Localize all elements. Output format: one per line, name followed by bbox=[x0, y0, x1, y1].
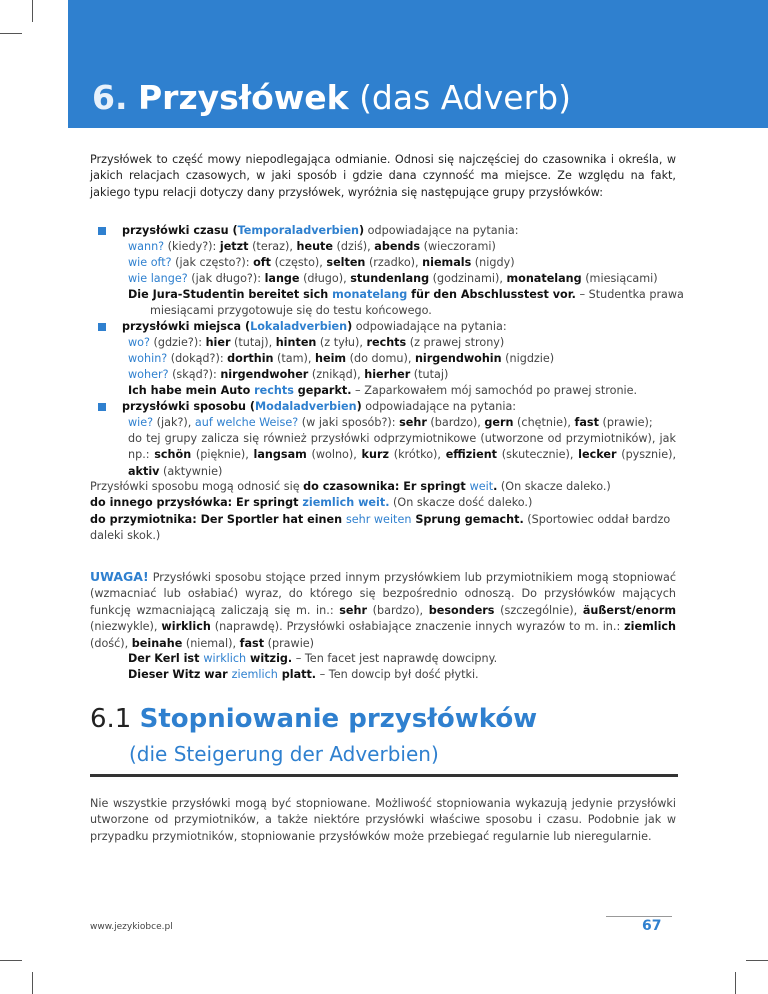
group-manner-line: wie? (jak?), auf welche Weise? (w jaki sposób?): sehr (bardzo), gern (chętnie), fast (prawie); bbox=[128, 416, 653, 429]
uwaga-paragraph: UWAGA! Przysłówki sposobu stojące przed innym przysłówkiem lub przymiotnikiem mogą stopniować (wzmacniać lub osłabiać) wyraz, do którego się bezpośrednio odnoszą. Do przysłówków mających funkcję wzmacniającą zaliczają się m. in.: sehr (bardzo), besonders (szczególnie), äußerst/enorm (niezwykle), wirklich (naprawdę). Przysłówki osłabiające znaczenie innych wyrazów to m. in.: ziemlich (dość), beinahe (niemal), fast (prawie) bbox=[90, 569, 676, 650]
group-place-example: Ich habe mein Auto rechts geparkt. – Zaparkowałem mój samochód po prawej stronie. bbox=[128, 384, 638, 397]
section-divider bbox=[90, 774, 678, 777]
crop-mark bbox=[746, 960, 768, 961]
bullet-icon bbox=[98, 323, 106, 331]
section-title: Stopniowanie przysłówków bbox=[139, 704, 538, 734]
uwaga-example: Der Kerl ist wirklich witzig. – Ten facet jest naprawdę dowcipny. bbox=[128, 652, 498, 665]
bullet-icon bbox=[98, 227, 106, 235]
crop-mark bbox=[735, 972, 736, 994]
group-place-line: wohin? (dokąd?): dorthin (tam), heim (do domu), nirgendwohin (nigdzie) bbox=[128, 352, 555, 365]
group-time-example-cont: miesiącami przygotowuje się do testu końcowego. bbox=[150, 304, 432, 317]
section-heading bbox=[90, 702, 537, 736]
group-place-line: wo? (gdzie?): hier (tutaj), hinten (z tyłu), rechts (z prawej strony) bbox=[128, 336, 505, 349]
group-time-line: wie oft? (jak często?): oft (często), selten (rzadko), niemals (nigdy) bbox=[128, 256, 515, 269]
group-time-example: Die Jura-Studentin bereitet sich monatelang für den Abschlusstest vor. – Studentka prawa bbox=[128, 288, 684, 301]
uwaga-label: UWAGA! bbox=[90, 569, 149, 584]
crop-mark bbox=[32, 0, 33, 22]
section-paragraph: Nie wszystkie przysłówki mogą być stopniowane. Możliwość stopniowania wykazują jedynie przysłówki utworzone od przymiotników, a także niektóre przysłówki właściwe sposobu i czasu. Podobnie jak w przypadku przymiotników, stopniowanie przysłówków może przebiegać regularnie lub nieregularnie. bbox=[90, 797, 676, 843]
intro-paragraph: Przysłówek to część mowy niepodlegająca odmianie. Odnosi się najczęściej do czasownika i określa, w jakich relacjach czasowych, w jaki sposób i gdzie dana czynność ma miejsce. Ze względu na fakt, jakiego typu relacji dotyczy dany przysłówek, wyróżnia się następujące grupy przysłówków: bbox=[90, 153, 676, 199]
section-subtitle: (die Steigerung der Adverbien) bbox=[129, 742, 439, 766]
bullet-icon bbox=[98, 403, 106, 411]
refer-paragraph: Przysłówki sposobu mogą odnosić się do czasownika: Er springt weit. (On skacze daleko.) do innego przysłówka: Er springt ziemlich weit. (On skacze dość daleko.) do przymiotnika: Der Sportler hat einen sehr weiten Sprung gemacht. (Sportowiec oddał bardzo daleki skok.) bbox=[90, 480, 671, 543]
chapter-subtitle: (das Adverb) bbox=[359, 78, 571, 117]
chapter-banner bbox=[68, 0, 768, 128]
crop-mark bbox=[32, 972, 33, 994]
chapter-title-word: Przysłówek bbox=[138, 78, 349, 117]
page-number: 67 bbox=[642, 918, 662, 934]
footer-rule bbox=[606, 916, 672, 917]
crop-mark bbox=[0, 960, 22, 961]
chapter-number: 6. bbox=[92, 78, 128, 117]
footer-url: www.jezykiobce.pl bbox=[90, 922, 173, 932]
group-time-line: wann? (kiedy?): jetzt (teraz), heute (dziś), abends (wieczorami) bbox=[128, 240, 496, 253]
group-manner-paragraph: do tej grupy zalicza się również przysłówki odprzymiotnikowe (utworzone od przymiotników), jak np.: schön (pięknie), langsam (wolno), kurz (krótko), effizient (skutecznie), lecker (pysznie), aktiv (aktywnie) bbox=[128, 432, 676, 478]
group-place-heading: przysłówki miejsca (Lokaladverbien) odpowiadające na pytania: bbox=[122, 320, 507, 333]
chapter-title bbox=[92, 78, 571, 118]
group-time-line: wie lange? (jak długo?): lange (długo), stundenlang (godzinami), monatelang (miesiącami) bbox=[128, 272, 658, 285]
crop-mark bbox=[0, 33, 22, 34]
group-time-heading: przysłówki czasu (Temporaladverbien) odpowiadające na pytania: bbox=[122, 224, 519, 237]
section-number: 6.1 bbox=[90, 704, 132, 734]
uwaga-example: Dieser Witz war ziemlich platt. – Ten dowcip był dość płytki. bbox=[128, 668, 479, 681]
group-manner-heading: przysłówki sposobu (Modaladverbien) odpowiadające na pytania: bbox=[122, 400, 517, 413]
group-place-line: woher? (skąd?): nirgendwoher (znikąd), hierher (tutaj) bbox=[128, 368, 449, 381]
